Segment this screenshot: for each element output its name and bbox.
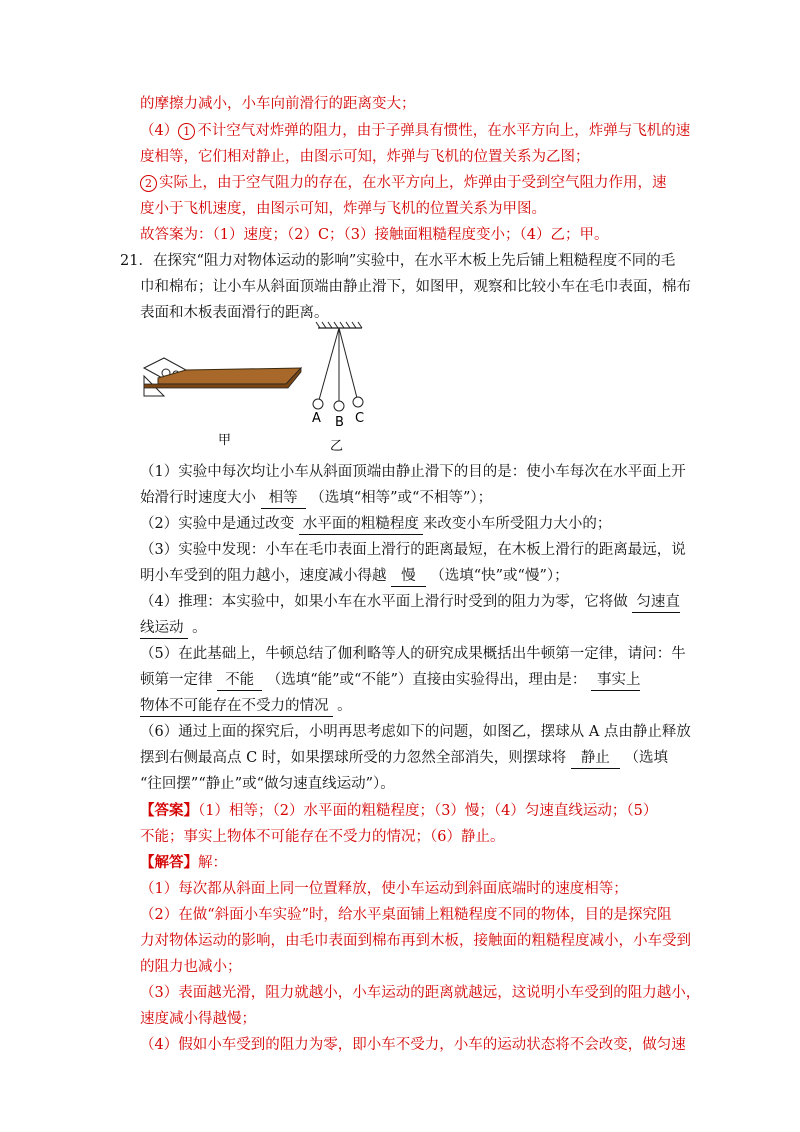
- answer-blank-1: 相等: [261, 488, 306, 509]
- sub-6-options: （选填: [624, 750, 669, 766]
- sub-3-text: 明小车受到的阻力越小，速度减小得越: [140, 568, 387, 584]
- prev-answer-summary: 故答案为：（1）速度；（2）C；（3）接触面粗糙程度变小；（4）乙；甲。: [140, 227, 609, 243]
- sub-5-end: 。: [337, 698, 352, 714]
- analysis-line-1: （1）每次都从斜面上同一位置释放，使小车运动到斜面底端时的速度相等；: [140, 881, 628, 897]
- analysis-tag: 【解答】: [140, 854, 198, 871]
- pendulum-ball-b: [334, 401, 344, 411]
- sub-3-options: （选填“快”或“慢”）；: [430, 568, 569, 584]
- sub-question-5-line-3: [140, 696, 352, 717]
- circled-number-2: 2: [140, 175, 157, 192]
- prev-answer-line-2: [140, 121, 690, 141]
- analysis-line-4: 的阻力也减小；: [140, 959, 242, 975]
- prev-answer-line-3: 度相等，它们相对静止，由图示可知，炸弹与飞机的位置关系为乙图；: [140, 149, 590, 165]
- answer-blank-5a: 不能: [217, 670, 262, 691]
- sub-5-text: 顿第一定律: [140, 672, 213, 688]
- sub-1-options: （选填“相等”或“不相等”）；: [310, 490, 493, 506]
- prev-answer-line-4: [140, 173, 667, 193]
- answer-tag: 【答案】: [140, 802, 198, 819]
- sub-question-2: [140, 514, 611, 535]
- answer-blank-5c: 物体不可能存在不受力的情况: [140, 696, 333, 717]
- sub-6-text: 摆到右侧最高点 C 时，如果摆球所受的力忽然全部消失，则摆球将: [140, 750, 567, 766]
- sub-1-text: 始滑行时速度大小: [140, 490, 256, 506]
- analysis-line-3: 力对物体运动的影响，由毛巾表面到棉布再到木板，接触面的粗糙程度减小，小车受到: [140, 933, 691, 949]
- prev-answer-line-1: 的摩擦力减小，小车向前滑行的距离变大；: [140, 96, 416, 112]
- sub-2-text-post: 来改变小车所受阻力大小的；: [422, 516, 612, 532]
- answer-line-2: 不能；事实上物体不可能存在不受力的情况；（6）静止。: [140, 829, 505, 845]
- answer-blank-2: 水平面的粗糙程度: [299, 514, 423, 535]
- answer-blank-3: 慢: [391, 566, 426, 587]
- analysis-line-5: （3）表面越光滑，阻力就越小，小车运动的距离就越远，这说明小车受到的阻力越小，: [140, 985, 701, 1001]
- experiment-figure: [136, 318, 376, 458]
- sub-question-3-line-1: （3）实验中发现：小车在毛巾表面上滑行的距离最短，在木板上滑行的距离最远，说: [140, 542, 686, 558]
- sub-question-1-line-2: [140, 488, 492, 509]
- figure-label-yi: 乙: [330, 439, 344, 454]
- answer-blank-6: 静止: [571, 748, 620, 769]
- analysis-header: [140, 853, 227, 873]
- sub-question-6-line-3: “往回摆”“静止”或“做匀速直线运动”）。: [140, 776, 395, 792]
- sub-4-end: 。: [192, 620, 207, 636]
- prev-answer-line-5: 度小于飞机速度，由图示可知，炸弹与飞机的位置关系为甲图。: [140, 201, 546, 217]
- pendulum-ball-a: [313, 399, 323, 409]
- figure-label-jia: 甲: [218, 433, 232, 448]
- sub-2-text: （2）实验中是通过改变: [140, 516, 295, 532]
- analysis-line-7: （4）假如小车受到的阻力为零，即小车不受力，小车的运动状态将不会改变，做匀速: [140, 1037, 686, 1053]
- pendulum-diagram: [312, 322, 364, 430]
- pendulum-ball-c: [353, 397, 363, 407]
- sub-question-4-line-1: [140, 592, 680, 613]
- answer-blank-5b: 事实上: [591, 670, 641, 691]
- label-b: B: [335, 415, 344, 430]
- analysis-line-6: 速度减小得越慢；: [140, 1011, 256, 1027]
- sub-question-6-line-1: （6）通过上面的探究后，小明再思考虑如下的问题，如图乙，摆球从 A 点由静止释放: [140, 724, 691, 740]
- answer-blank-4b: 线运动: [140, 618, 188, 639]
- question-21-line-2: 巾和棉布；让小车从斜面顶端由静止滑下，如图甲，观察和比较小车在毛巾表面，棉布: [140, 279, 691, 295]
- sub-question-1-line-1: （1）实验中每次均让小车从斜面顶端由静止滑下的目的是：使小车每次在水平面上开: [140, 464, 686, 480]
- prev-answer-prefix: （4）: [140, 123, 179, 139]
- sub-5-mid: （选填“能”或“不能”）直接由实验得出，理由是：: [266, 672, 587, 688]
- prev-answer-text: 不计空气对炸弹的阻力，由于子弹具有惯性，在水平方向上，炸弹与飞机的速: [197, 123, 691, 139]
- sub-question-6-line-2: [140, 748, 668, 769]
- answer-line-1: [140, 801, 657, 821]
- analysis-line-2: （2）在做“斜面小车实验”时，给水平桌面铺上粗糙程度不同的物体，目的是探究阻: [140, 907, 672, 923]
- ramp-board-diagram: [144, 358, 301, 396]
- question-21-line-3: 表面和木板表面滑行的距离。: [140, 305, 329, 321]
- prev-answer-text-2: 实际上，由于空气阻力的存在，在水平方向上，炸弹由于受到空气阻力作用，速: [159, 175, 667, 191]
- sub-question-3-line-2: [140, 566, 569, 587]
- sub-question-4-line-2: [140, 618, 207, 639]
- analysis-tag-post: 解：: [198, 855, 227, 871]
- circled-number-1: 1: [178, 123, 195, 140]
- sub-4-text: （4）推理：本实验中，如果小车在水平面上滑行时受到的阻力为零，它将做: [140, 594, 628, 610]
- sub-question-5-line-2: [140, 670, 640, 691]
- sub-question-5-line-1: （5）在此基础上，牛顿总结了伽利略等人的研究成果概括出牛顿第一定律，请问：牛: [140, 646, 686, 662]
- answer-blank-4a: 匀速直: [632, 592, 680, 613]
- label-a: A: [312, 411, 321, 426]
- label-c: C: [355, 411, 365, 426]
- answer-text-1: （1）相等；（2）水平面的粗糙程度；（3）慢；（4）匀速直线运动；（5）: [198, 803, 658, 819]
- question-21-line-1: 21．在探究“阻力对物体运动的影响”实验中，在水平木板上先后铺上粗糙程度不同的毛: [120, 253, 676, 269]
